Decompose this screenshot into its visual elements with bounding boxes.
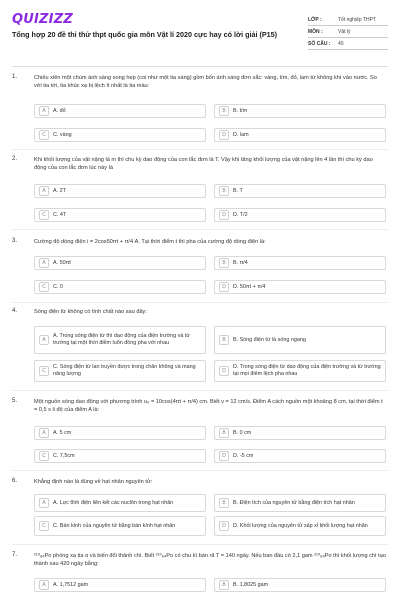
option-a[interactable] xyxy=(34,326,206,354)
option-text: D. Trong sóng điện từ dao động của điện trường và từ trường tại mọi điểm lệch pha nhau xyxy=(233,364,381,377)
option-text: D. Khối lượng của nguyên tử xấp xỉ khối lượng hạt nhân xyxy=(233,522,368,529)
meta-row-subject xyxy=(308,26,388,38)
option-key: B xyxy=(219,428,229,438)
option-c[interactable] xyxy=(34,360,206,382)
meta-value: Vật lý xyxy=(338,28,351,35)
option-text: B. π/4 xyxy=(233,259,248,266)
option-key: A xyxy=(39,580,49,590)
option-text: C. 4T xyxy=(53,211,67,218)
option-c[interactable] xyxy=(34,128,206,142)
option-d[interactable] xyxy=(214,128,386,142)
option-key: B xyxy=(219,186,229,196)
option-key: B xyxy=(219,580,229,590)
option-key: B xyxy=(219,335,229,345)
option-a[interactable] xyxy=(34,104,206,118)
option-key: A xyxy=(39,106,49,116)
option-text: B. 0 cm xyxy=(233,429,252,436)
worksheet-meta xyxy=(308,14,388,50)
question-separator xyxy=(12,149,388,150)
option-d[interactable] xyxy=(214,449,386,463)
meta-value: Tốt nghiệp THPT xyxy=(338,16,376,23)
meta-label: MÔN : xyxy=(308,28,323,35)
option-text: B. tím xyxy=(233,107,248,114)
option-a[interactable] xyxy=(34,184,206,198)
option-text: A. đỏ xyxy=(53,107,66,114)
option-text: B. Điện tích của nguyên tử bằng điện tích hạt nhân xyxy=(233,499,355,506)
option-key: D xyxy=(219,282,229,292)
option-b[interactable] xyxy=(214,426,386,440)
option-key: C xyxy=(39,521,49,531)
option-key: A xyxy=(39,498,49,508)
worksheet-title: Tổng hợp 20 đề thi thử thpt quốc gia môn Vật lí 2020 cực hay có lời giải (P15) xyxy=(12,30,278,39)
meta-label: LỚP : xyxy=(308,16,322,23)
question-text: Sóng điện từ không có tính chất nào sau đây: xyxy=(34,309,147,315)
option-text: A. 2T xyxy=(53,187,66,194)
question-separator xyxy=(12,470,388,471)
option-key: B xyxy=(219,106,229,116)
option-text: C. Sóng điện từ lan truyền được trong chân không và mang năng lượng xyxy=(53,364,196,377)
option-c[interactable] xyxy=(34,280,206,294)
question-text: Một nguồn sóng dao động với phương trình u₀ = 10cos(4πt + π/4) cm. Biết v = 12 cm/s. Điểm A cách nguồn một khoảng 8 cm, tại thời điểm t = 0,5 s li độ của điểm A là: xyxy=(34,399,383,413)
option-b[interactable] xyxy=(214,578,386,592)
meta-row-class xyxy=(308,14,388,26)
question-number: 3. xyxy=(12,238,18,244)
question-separator xyxy=(12,302,388,303)
option-c[interactable] xyxy=(34,516,206,536)
question-text: Khẳng định nào là đúng về hạt nhân nguyên tử: xyxy=(34,479,153,485)
question-number: 7. xyxy=(12,552,18,558)
option-b[interactable] xyxy=(214,256,386,270)
option-a[interactable] xyxy=(34,426,206,440)
option-text: A. Lực tĩnh điện liên kết các nuclôn trong hạt nhân xyxy=(53,499,174,506)
option-text: D. lam xyxy=(233,131,249,138)
option-key: A xyxy=(39,258,49,268)
question-number: 4. xyxy=(12,308,18,314)
option-a[interactable] xyxy=(34,256,206,270)
option-text: C. 7,5cm xyxy=(53,452,75,459)
option-b[interactable] xyxy=(214,184,386,198)
option-d[interactable] xyxy=(214,208,386,222)
option-text: B. T xyxy=(233,187,243,194)
option-text: B. Sóng điện từ là sóng ngang xyxy=(233,336,306,343)
option-key: C xyxy=(39,451,49,461)
quizizz-logo: QUIZIZZ xyxy=(12,12,73,27)
option-b[interactable] xyxy=(214,326,386,354)
option-key: D xyxy=(219,210,229,220)
meta-value: 40 xyxy=(338,40,344,47)
option-key: A xyxy=(39,186,49,196)
option-key: C xyxy=(39,130,49,140)
option-b[interactable] xyxy=(214,494,386,512)
option-key: D xyxy=(219,521,229,531)
option-text: C. vàng xyxy=(53,131,72,138)
option-text: A. 1,7512 gam xyxy=(53,581,89,588)
worksheet-header xyxy=(12,12,388,56)
option-key: C xyxy=(39,282,49,292)
question-text: ²¹⁰₈₄Po phóng xạ tia α và biến đổi thành chì. Biết ²¹⁰₈₄Po có chu kì bán rã T = 140 ngày. Nếu ban đầu có 2,1 gam ²¹⁰₈₄Po thì khối lượng chì tạo thành sau 420 ngày bằng: xyxy=(34,553,386,567)
option-d[interactable] xyxy=(214,360,386,382)
option-text: A. 50πt xyxy=(53,259,71,266)
question-number: 6. xyxy=(12,478,18,484)
meta-label: SỐ CÂU : xyxy=(308,40,331,47)
option-key: C xyxy=(39,210,49,220)
question-separator xyxy=(12,390,388,391)
question-number: 1. xyxy=(12,74,18,80)
option-key: D xyxy=(219,130,229,140)
question-number: 5. xyxy=(12,398,18,404)
question-text: Khi khối lượng của vật nặng là m thì chu kỳ dao động của con lắc đơn là T. Vậy khi tăng khối lượng của vật nặng lên 4 lần thì chu kỳ dao động của con lắc đơn lúc này là xyxy=(34,157,373,171)
question-text: Chiếu xiên một chùm ánh sáng song hẹp (coi như một tia sáng) gồm bốn ánh sáng đơn sắc: vàng, tím, đỏ, lam từ không khí vào nước. So với tia tới, tia khúc xạ bị lệch ít nhất là tia màu: xyxy=(34,75,377,89)
option-key: A xyxy=(39,335,49,345)
option-text: C. 0 xyxy=(53,283,63,290)
option-text: D. -5 cm xyxy=(233,452,254,459)
meta-row-count xyxy=(308,38,388,50)
header-divider xyxy=(12,66,388,67)
option-key: D xyxy=(219,366,229,376)
option-text: A. Trong sóng điện từ thì dao động của điện trường và từ trường tại một thời điểm luôn đồng pha với nhau xyxy=(53,333,190,346)
option-text: B. 1,8025 gam xyxy=(233,581,269,588)
option-text: A. 5 cm xyxy=(53,429,72,436)
option-c[interactable] xyxy=(34,449,206,463)
option-key: B xyxy=(219,258,229,268)
option-text: D. T/2 xyxy=(233,211,248,218)
question-separator xyxy=(12,229,388,230)
question-text: Cường độ dòng điện i = 2cos50πt + π/4 A. Tại thời điểm t thì pha của cường độ dòng điện là: xyxy=(34,239,266,245)
option-d[interactable] xyxy=(214,280,386,294)
option-a[interactable] xyxy=(34,494,206,512)
option-key: B xyxy=(219,498,229,508)
question-separator xyxy=(12,544,388,545)
option-c[interactable] xyxy=(34,208,206,222)
option-text: D. 50πt + π/4 xyxy=(233,283,266,290)
option-d[interactable] xyxy=(214,516,386,536)
question-number: 2. xyxy=(12,156,18,162)
option-key: C xyxy=(39,366,49,376)
option-key: D xyxy=(219,451,229,461)
option-key: A xyxy=(39,428,49,438)
option-b[interactable] xyxy=(214,104,386,118)
option-a[interactable] xyxy=(34,578,206,592)
option-text: C. Bán kính của nguyên tử bằng bán kính hạt nhân xyxy=(53,522,176,529)
